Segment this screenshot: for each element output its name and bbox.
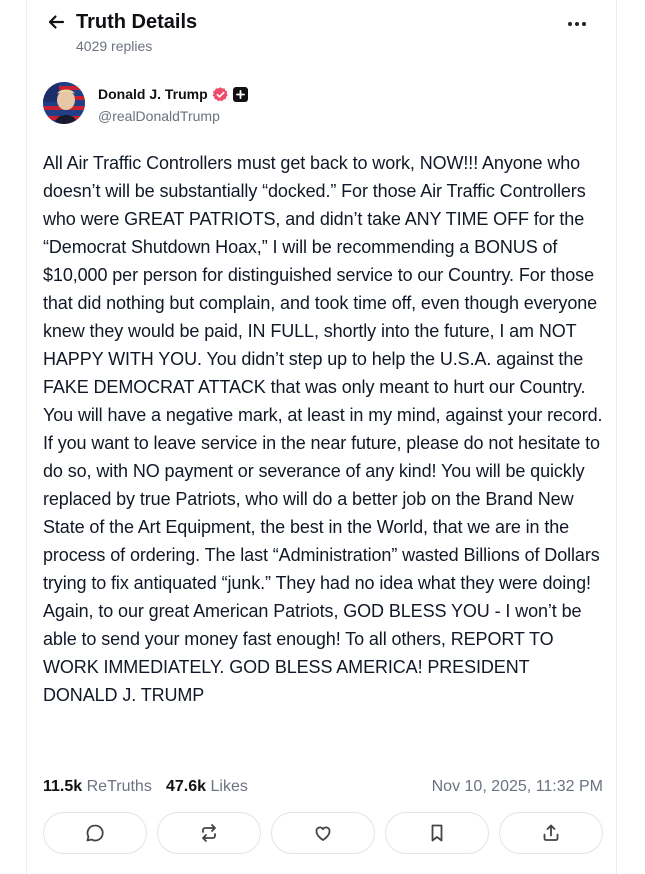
back-button[interactable] xyxy=(43,9,69,35)
retruths-label: ReTruths xyxy=(86,778,152,795)
like-button[interactable] xyxy=(271,812,375,854)
reply-button[interactable] xyxy=(43,812,147,854)
share-icon xyxy=(541,823,561,843)
page-header xyxy=(27,0,616,70)
chat-bubble-icon xyxy=(85,823,105,843)
arrow-left-icon xyxy=(46,12,66,32)
author-name-row xyxy=(98,85,248,103)
author-handle[interactable]: @realDonaldTrump xyxy=(98,108,220,124)
verified-badge-icon xyxy=(212,86,229,103)
post-stats xyxy=(43,776,603,798)
likes-count: 47.6k xyxy=(166,778,207,795)
replies-count: 4029 replies xyxy=(76,38,153,54)
post-actions xyxy=(43,812,605,856)
share-button[interactable] xyxy=(499,812,603,854)
more-dot xyxy=(582,22,586,26)
retruths-count: 11.5k xyxy=(43,778,83,795)
plus-badge-icon xyxy=(233,87,248,102)
more-options-button[interactable] xyxy=(564,14,590,34)
likes-stat[interactable] xyxy=(166,776,248,798)
avatar[interactable] xyxy=(43,82,85,124)
likes-label: Likes xyxy=(210,778,248,795)
more-dot xyxy=(575,22,579,26)
bookmark-icon xyxy=(427,823,447,843)
bookmark-button[interactable] xyxy=(385,812,489,854)
post-body: All Air Traffic Controllers must get back to work, NOW!!! Anyone who doesn’t will be substantially “docked.” For those Air Traffic Controllers who were GREAT PATRIOTS, and didn’t take ANY TIME OFF for the “Democrat Shutdown Hoax,” I will be recommending a BONUS of $10,000 per person for distinguished service to our Country. For those that did nothing but complain, and took time off, even though everyone knew they would be paid, IN FULL, shortly into the future, I am NOT HAPPY WITH YOU. You didn’t step up to help the U.S.A. against the FAKE DEMOCRAT ATTACK that was only meant to hurt our Country. You will have a negative mark, at least in my mind, against your record. If you want to leave service in the near future, please do not hesitate to do so, with NO payment or severance of any kind! You will be quickly replaced by true Patriots, who will do a better job on the Brand New State of the Art Equipment, the best in the World, that we are in the process of ordering. The last “Administration” wasted Billions of Dollars trying to fix antiquated “junk.” They had no idea what they were doing! Again, to our great American Patriots, GOD BLESS YOU - I won’t be able to send your money fast enough! To all others, REPORT TO WORK IMMEDIATELY. GOD BLESS AMERICA! PRESIDENT DONALD J. TRUMP xyxy=(43,153,603,705)
author-name[interactable]: Donald J. Trump xyxy=(98,86,208,102)
page-title: Truth Details xyxy=(76,11,198,33)
retruth-button[interactable] xyxy=(157,812,261,854)
post-author xyxy=(43,82,603,128)
avatar-image xyxy=(43,82,85,124)
post-detail-card xyxy=(26,0,617,874)
retruths-stat[interactable] xyxy=(43,776,152,798)
repost-icon xyxy=(199,823,219,843)
post-timestamp: Nov 10, 2025, 11:32 PM xyxy=(431,778,603,795)
more-dot xyxy=(568,22,572,26)
heart-icon xyxy=(313,823,333,843)
